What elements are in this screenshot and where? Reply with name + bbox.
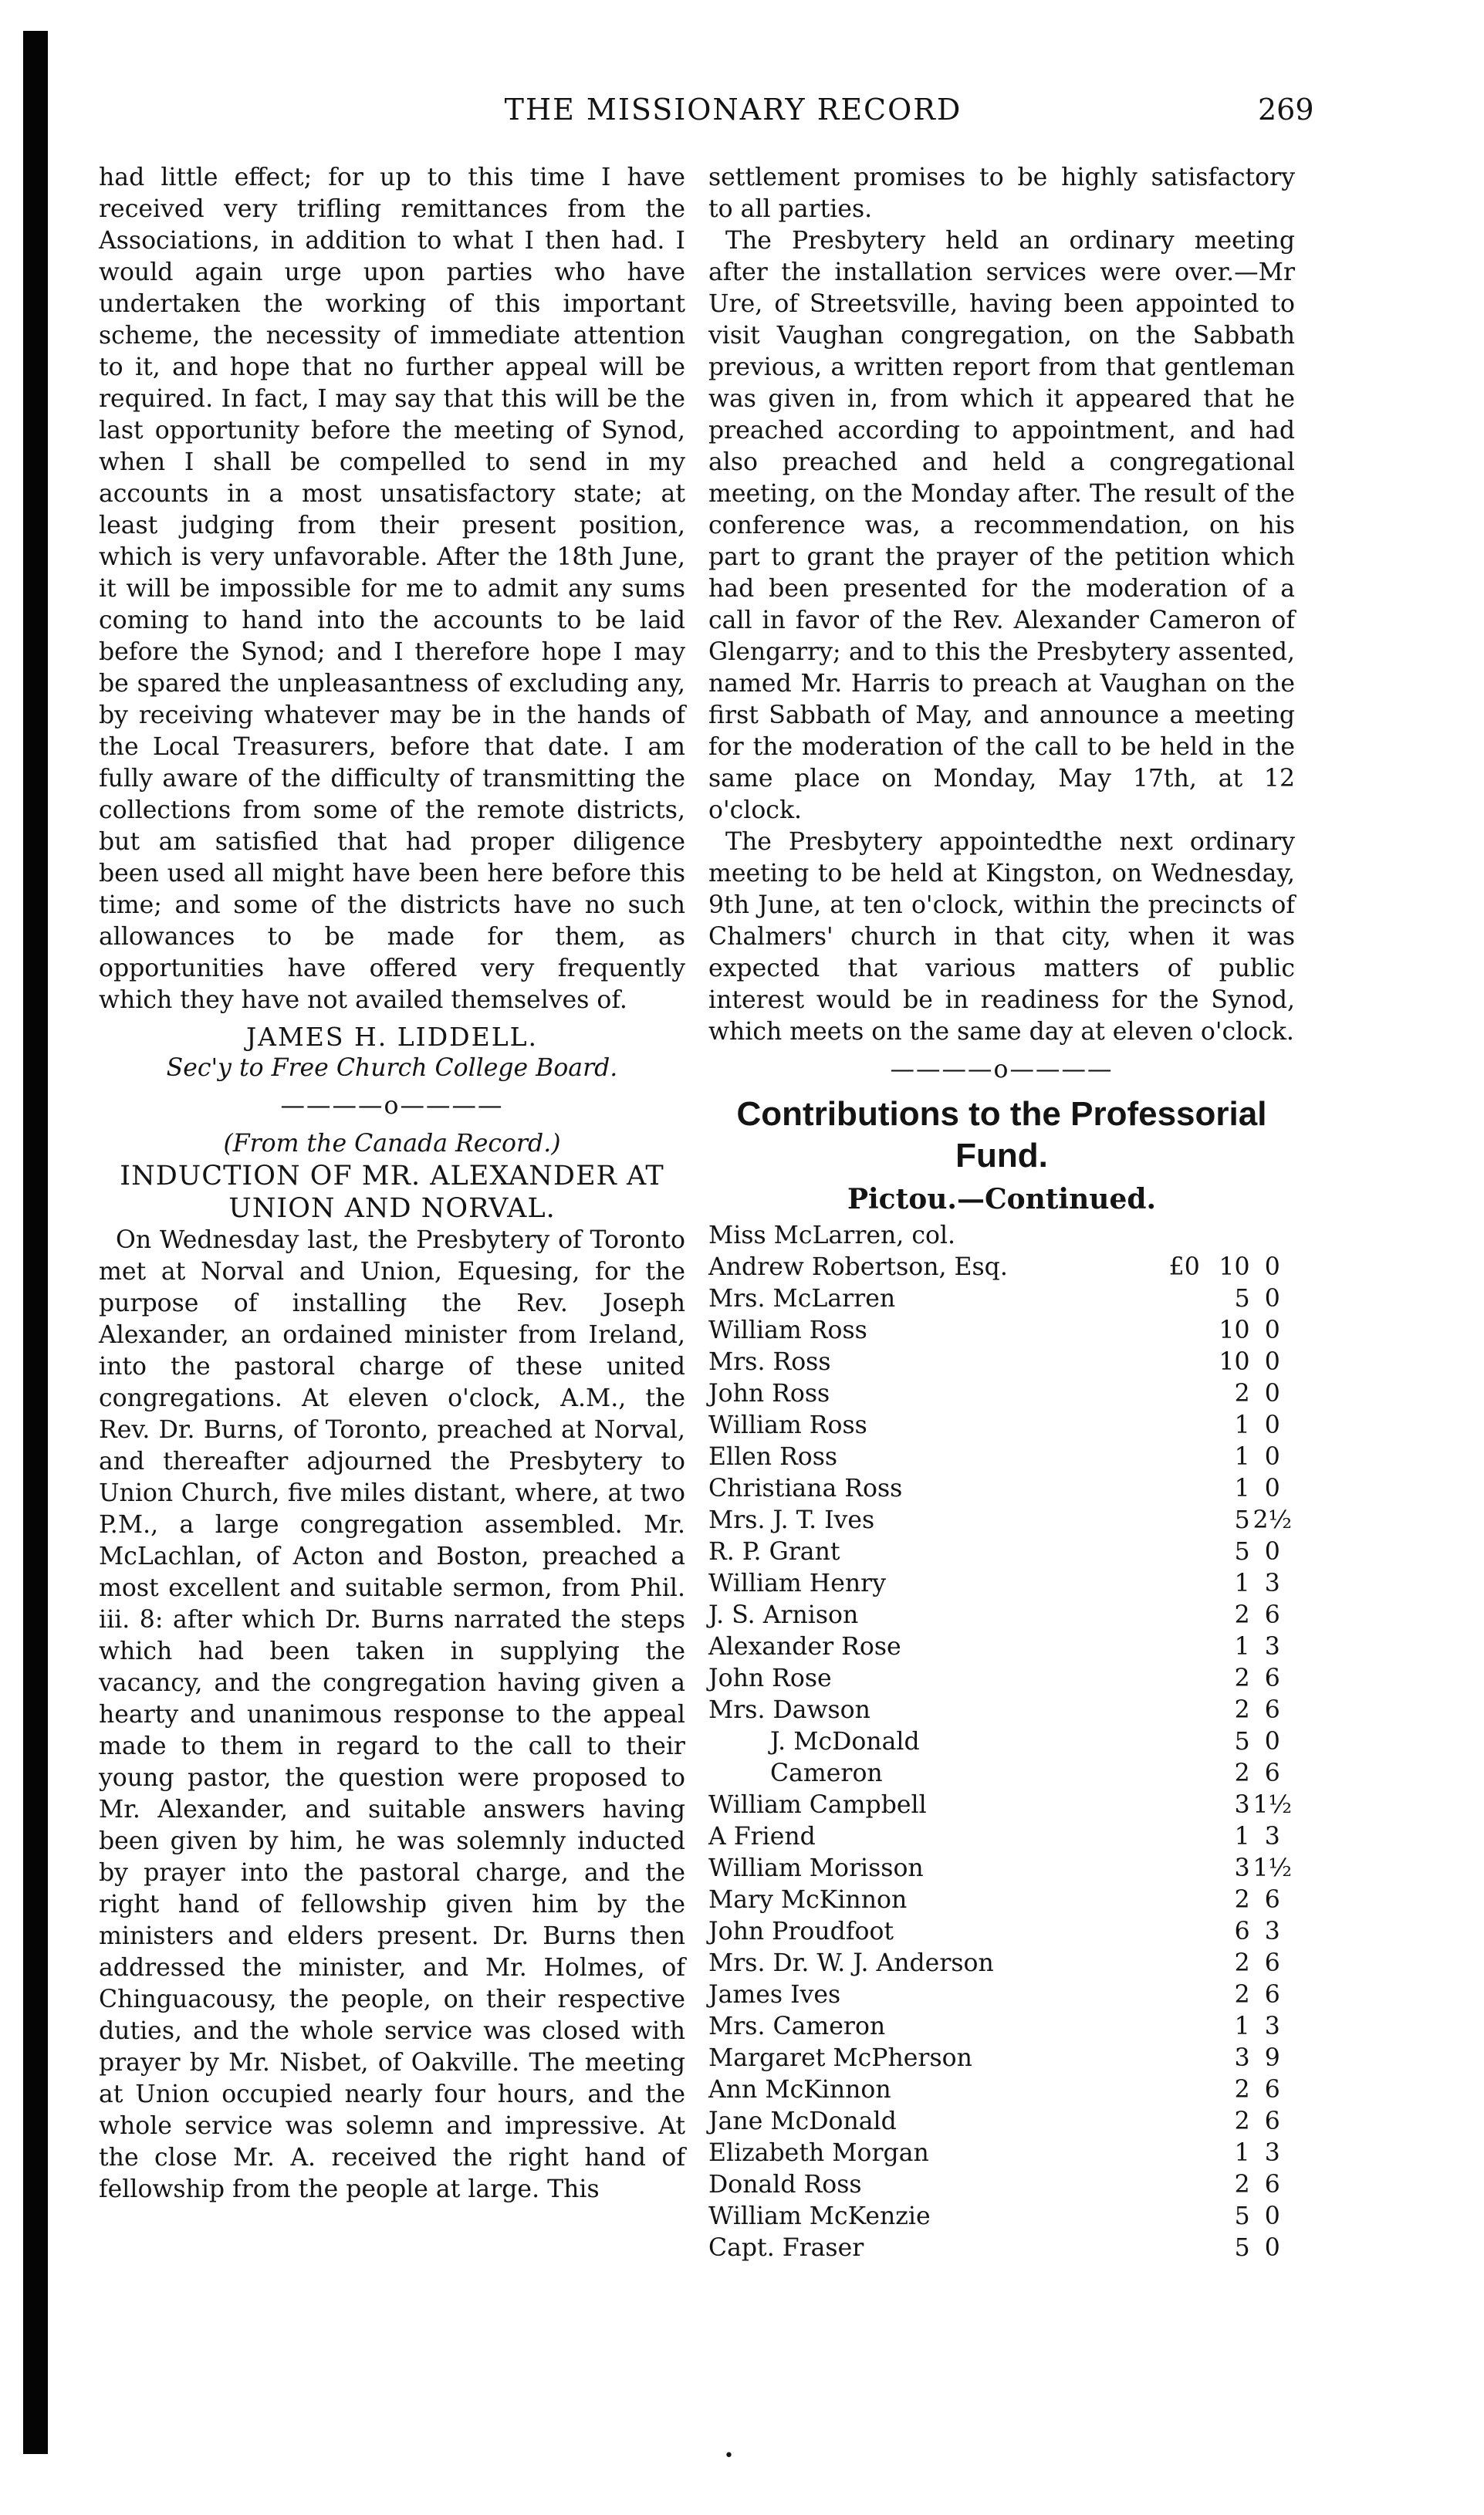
contributor-name: Mary McKinnon <box>708 1886 908 1914</box>
contributor-name: Elizabeth Morgan <box>708 2139 929 2167</box>
table-caption: Miss McLarren, col. <box>708 1222 956 1249</box>
amount-pounds <box>1156 1948 1200 1979</box>
amount-pence: 0 <box>1264 1285 1280 1313</box>
amount-pounds <box>1156 1442 1200 1473</box>
amount-pence: 0 <box>1264 1380 1280 1408</box>
amount-shillings: 10 <box>1219 1348 1250 1376</box>
table-row <box>708 2074 1295 2106</box>
amount-shillings: 2 <box>1234 1981 1250 2009</box>
contributor-name: William Ross <box>708 1411 867 1439</box>
table-row <box>708 1663 1295 1695</box>
amount-shillings: 2 <box>1234 1696 1250 1724</box>
contributor-name: William Morisson <box>708 1854 924 1882</box>
article-body <box>99 1225 685 2206</box>
amount-shillings: 5 <box>1234 2202 1250 2230</box>
amount-pounds <box>1156 1473 1200 1505</box>
contributor-name: Alexander Rose <box>708 1633 901 1661</box>
table-row <box>708 1347 1295 1378</box>
continuation-paragraph: settlement promises to be highly satisfactory to all parties. <box>708 164 1295 223</box>
amount-pounds <box>1156 1853 1200 1885</box>
table-row <box>708 1758 1295 1790</box>
table-row <box>708 1442 1295 1473</box>
amount-pounds <box>1156 1790 1200 1821</box>
amount-shillings: 1 <box>1234 1823 1250 1851</box>
amount-pence: 6 <box>1264 1981 1280 2009</box>
amount-pence: 6 <box>1264 2171 1280 2199</box>
amount-shillings: 3 <box>1234 1854 1250 1882</box>
separator: ————o———— <box>280 1092 504 1120</box>
amount-shillings: 2 <box>1234 2108 1250 2135</box>
contributor-name: A Friend <box>708 1823 816 1851</box>
table-row <box>708 2106 1295 2138</box>
amount-shillings: 5 <box>1234 1285 1250 1313</box>
amount-shillings: 2 <box>1234 1665 1250 1692</box>
table-row <box>708 1790 1295 1821</box>
amount-shillings: 1 <box>1234 1475 1250 1503</box>
amount-pence: 0 <box>1264 2234 1280 2262</box>
table-row <box>708 1568 1295 1600</box>
footer-mark: • <box>724 2446 734 2466</box>
contributor-name: Ann McKinnon <box>708 2076 891 2104</box>
amount-shillings: 2 <box>1234 2171 1250 2199</box>
contributor-name: Andrew Robertson, Esq. <box>708 1253 1008 1281</box>
table-row <box>708 1600 1295 1631</box>
contributor-name: John Ross <box>708 1380 830 1408</box>
amount-pence: 6 <box>1264 1949 1280 1977</box>
page-number: 269 <box>1258 93 1314 127</box>
amount-shillings: 2 <box>1234 1949 1250 1977</box>
amount-pounds <box>1156 1283 1200 1315</box>
contributions-table <box>708 1252 1295 2264</box>
contributor-name: Ellen Ross <box>708 1443 838 1471</box>
amount-shillings: 2 <box>1234 1380 1250 1408</box>
contributor-name: Margaret McPherson <box>708 2044 972 2072</box>
continuation-paragraph: The Presbytery held an ordinary meeting after the installation services were over.—Mr Ure, of Streetsville, having been appointed to visit Vaughan congregation, on the Sabbath previous, a written report from that gentleman was given in, from which it appeared that he preached according to appointment, and had also preached and held a congregational meeting, on the Monday after. The result of the conference was, a recommendation, on his part to grant the prayer of the petition which had been presented for the moderation of a call in favor of the Rev. Alexander Cameron of Glengarry; and to this the Presbytery assented, named Mr. Harris to preach at Vaughan on the first Sabbath of May, and announce a meeting for the moderation of the call to be held in the same place on Monday, May 17th, at 12 o'clock. <box>708 227 1295 824</box>
amount-shillings: 3 <box>1234 2044 1250 2072</box>
contributor-name: Jane McDonald <box>708 2108 897 2135</box>
amount-pence: 3 <box>1264 1633 1280 1661</box>
amount-shillings: 1 <box>1234 1411 1250 1439</box>
table-row <box>708 1505 1295 1536</box>
table-row <box>708 2233 1295 2264</box>
table-row <box>708 1948 1295 1979</box>
amount-shillings: 1 <box>1234 1633 1250 1661</box>
contributor-name: Mrs. Dawson <box>708 1696 870 1724</box>
contributor-name: John Rose <box>708 1665 832 1692</box>
amount-shillings: 10 <box>1219 1253 1250 1281</box>
contributor-name: William Campbell <box>708 1791 927 1819</box>
amount-pounds <box>1156 1726 1200 1758</box>
amount-shillings: 2 <box>1234 1601 1250 1629</box>
table-row <box>708 1979 1295 2011</box>
amount-pounds <box>1156 1505 1200 1536</box>
amount-shillings: 1 <box>1234 1570 1250 1597</box>
binding-edge-bar <box>23 31 48 2454</box>
contributor-name: Mrs. Dr. W. J. Anderson <box>708 1949 994 1977</box>
table-row <box>708 2201 1295 2233</box>
amount-pence: 1½ <box>1252 1791 1293 1819</box>
amount-shillings: 2 <box>1234 1759 1250 1787</box>
amount-pounds <box>1156 1378 1200 1410</box>
amount-shillings: 5 <box>1234 1728 1250 1756</box>
amount-shillings: 5 <box>1234 1506 1250 1534</box>
page-title: THE MISSIONARY RECORD <box>504 93 962 127</box>
contributor-name: Mrs. Ross <box>708 1348 831 1376</box>
amount-pounds <box>1156 1695 1200 1726</box>
amount-pence: 6 <box>1264 1601 1280 1629</box>
table-row <box>708 1726 1295 1758</box>
amount-pence: 6 <box>1264 1696 1280 1724</box>
article-source: (From the Canada Record.) <box>223 1130 561 1158</box>
amount-shillings: 1 <box>1234 2013 1250 2040</box>
signature-name: JAMES H. LIDDELL. <box>245 1022 539 1052</box>
amount-shillings: 1 <box>1234 1443 1250 1471</box>
table-row <box>708 1536 1295 1568</box>
amount-pence: 6 <box>1264 1886 1280 1914</box>
amount-shillings: 5 <box>1234 2234 1250 2262</box>
contributor-name: James Ives <box>708 1981 841 2009</box>
table-row <box>708 1283 1295 1315</box>
table-row <box>708 1695 1295 1726</box>
continuation-body <box>708 162 1295 1048</box>
table-row <box>708 1410 1295 1442</box>
amount-shillings: 1 <box>1234 2139 1250 2167</box>
right-column <box>708 162 1295 2264</box>
amount-pence: 6 <box>1264 2108 1280 2135</box>
table-row <box>708 1631 1295 1663</box>
amount-pounds <box>1156 1916 1200 1948</box>
table-row <box>708 1885 1295 1916</box>
amount-pence: 0 <box>1264 1317 1280 1344</box>
table-row <box>708 1916 1295 1948</box>
amount-pence: 0 <box>1264 1728 1280 1756</box>
letter-body <box>99 162 685 1016</box>
table-row <box>708 1821 1295 1853</box>
contributor-name: Mrs. Cameron <box>708 2013 886 2040</box>
amount-pounds <box>1156 1979 1200 2011</box>
amount-pounds: £0 <box>1168 1253 1200 1281</box>
amount-pounds <box>1156 2169 1200 2201</box>
amount-pence: 0 <box>1264 1538 1280 1566</box>
amount-pence: 3 <box>1264 2013 1280 2040</box>
amount-pence: 6 <box>1264 1759 1280 1787</box>
contributor-name: William Henry <box>708 1570 887 1597</box>
amount-pence: 2½ <box>1252 1506 1293 1534</box>
table-row <box>708 2138 1295 2169</box>
table-row <box>708 1853 1295 1885</box>
contributor-name: Cameron <box>770 1759 883 1787</box>
amount-pounds <box>1156 2138 1200 2169</box>
contributor-name: J. S. Arnison <box>708 1601 859 1629</box>
contributor-name: John Proudfoot <box>708 1918 894 1945</box>
amount-pence: 6 <box>1264 1665 1280 1692</box>
contributor-name: Capt. Fraser <box>708 2234 864 2262</box>
amount-pence: 0 <box>1264 1475 1280 1503</box>
amount-pence: 1½ <box>1252 1854 1293 1882</box>
contributor-name: William Ross <box>708 1317 867 1344</box>
amount-pounds <box>1156 1347 1200 1378</box>
separator: ————o———— <box>890 1056 1114 1083</box>
amount-pence: 9 <box>1264 2044 1280 2072</box>
fund-title: Contributions to the Professorial Fund. <box>736 1095 1267 1175</box>
amount-pounds <box>1156 2043 1200 2074</box>
amount-pounds <box>1156 2011 1200 2043</box>
amount-pence: 0 <box>1264 1253 1280 1281</box>
amount-pounds <box>1156 1631 1200 1663</box>
continuation-paragraph: The Presbytery appointedthe next ordinary meeting to be held at Kingston, on Wednesday, 9th June, at ten o'clock, within the precincts of Chalmers' church in that city, when it was expected that various matters of public interest would be in readiness for the Synod, which meets on the same day at eleven o'clock. <box>708 828 1295 1046</box>
amount-shillings: 5 <box>1234 1538 1250 1566</box>
article-paragraph: On Wednesday last, the Presbytery of Toronto met at Norval and Union, Equesing, for the purpose of installing the Rev. Joseph Alexander, an ordained minister from Ireland, into the pastoral charge of these united congregations. At eleven o'clock, A.M., the Rev. Dr. Burns, of Toronto, preached at Norval, and thereafter adjourned the Presbytery to Union Church, five miles distant, where, at two P.M., a large congregation assembled. Mr. McLachlan, of Acton and Boston, preached a most excellent and suitable sermon, from Phil. iii. 8: after which Dr. Burns narrated the steps which had been taken in supplying the vacancy, and the congregation having given a hearty and unanimous response to the appeal made to them in regard to the call to their young pastor, the question were proposed to Mr. Alexander, and suitable answers having been given by him, he was solemnly inducted by prayer into the pastoral charge, and the right hand of fellowship given him by the ministers and elders present. Dr. Burns then addressed the minister, and Mr. Holmes, of Chinguacousy, the people, on their respective duties, and the whole service was closed with prayer by Mr. Nisbet, of Oakville. The meeting at Union occupied nearly four hours, and the whole service was solemn and impressive. At the close Mr. A. received the right hand of fellowship from the people at large. This <box>99 1226 685 2203</box>
amount-pence: 3 <box>1264 1570 1280 1597</box>
amount-shillings: 2 <box>1234 1886 1250 1914</box>
table-row <box>708 1473 1295 1505</box>
amount-pence: 0 <box>1264 1411 1280 1439</box>
amount-pounds <box>1156 1315 1200 1347</box>
article-headline: INDUCTION OF MR. ALEXANDER AT UNION AND NORVAL. <box>120 1161 664 1224</box>
amount-pounds <box>1156 2074 1200 2106</box>
contributor-name: Donald Ross <box>708 2171 862 2199</box>
signature-title: Sec'y to Free Church College Board. <box>166 1054 618 1082</box>
amount-pence: 0 <box>1264 2202 1280 2230</box>
table-row <box>708 1252 1295 1283</box>
amount-pounds <box>1156 2201 1200 2233</box>
table-row <box>708 2011 1295 2043</box>
table-row <box>708 1378 1295 1410</box>
table-row <box>708 1315 1295 1347</box>
amount-pounds <box>1156 1663 1200 1695</box>
amount-pence: 0 <box>1264 1348 1280 1376</box>
amount-pence: 6 <box>1264 2076 1280 2104</box>
amount-shillings: 6 <box>1234 1918 1250 1945</box>
left-column <box>99 162 685 2206</box>
contributor-name: R. P. Grant <box>708 1538 840 1566</box>
table-row <box>708 2169 1295 2201</box>
amount-pence: 3 <box>1264 2139 1280 2167</box>
fund-subtitle: Pictou.—Continued. <box>847 1183 1157 1215</box>
contributor-name: Mrs. McLarren <box>708 1285 896 1313</box>
amount-pence: 3 <box>1264 1918 1280 1945</box>
table-row <box>708 2043 1295 2074</box>
contributor-name: Christiana Ross <box>708 1475 903 1503</box>
letter-paragraph: had little effect; for up to this time I have received very trifling remittances from the Associations, in addition to what I then had. I would again urge upon parties who have undertaken the working of this important scheme, the necessity of immediate attention to it, and hope that no further appeal will be required. In fact, I may say that this will be the last opportunity before the meeting of Synod, when I shall be compelled to send in my accounts in a most unsatisfactory state; at least judging from their present position, which is very unfavorable. After the 18th June, it will be impossible for me to admit any sums coming to hand into the accounts to be laid before the Synod; and I therefore hope I may be spared the unpleasantness of excluding any, by receiving whatever may be in the hands of the Local Treasurers, before that date. I am fully aware of the difficulty of transmitting the collections from some of the remote districts, but am satisfied that had proper diligence been used all might have been here before this time; and some of the districts have no such allowances to be made for them, as opportunities have offered very frequently which they have not availed themselves of. <box>99 164 685 1014</box>
amount-shillings: 3 <box>1234 1791 1250 1819</box>
contributor-name: J. McDonald <box>770 1728 920 1756</box>
amount-pounds <box>1156 2233 1200 2264</box>
amount-pounds <box>1156 1410 1200 1442</box>
contributor-name: William McKenzie <box>708 2202 931 2230</box>
amount-pounds <box>1156 1600 1200 1631</box>
amount-pence: 3 <box>1264 1823 1280 1851</box>
amount-shillings: 10 <box>1219 1317 1250 1344</box>
amount-pence: 0 <box>1264 1443 1280 1471</box>
amount-pounds <box>1156 1821 1200 1853</box>
contributor-name: Mrs. J. T. Ives <box>708 1506 875 1534</box>
amount-pounds <box>1156 1568 1200 1600</box>
amount-pounds <box>1156 2106 1200 2138</box>
amount-pounds <box>1156 1758 1200 1790</box>
amount-pounds <box>1156 1885 1200 1916</box>
amount-pounds <box>1156 1536 1200 1568</box>
amount-shillings: 2 <box>1234 2076 1250 2104</box>
